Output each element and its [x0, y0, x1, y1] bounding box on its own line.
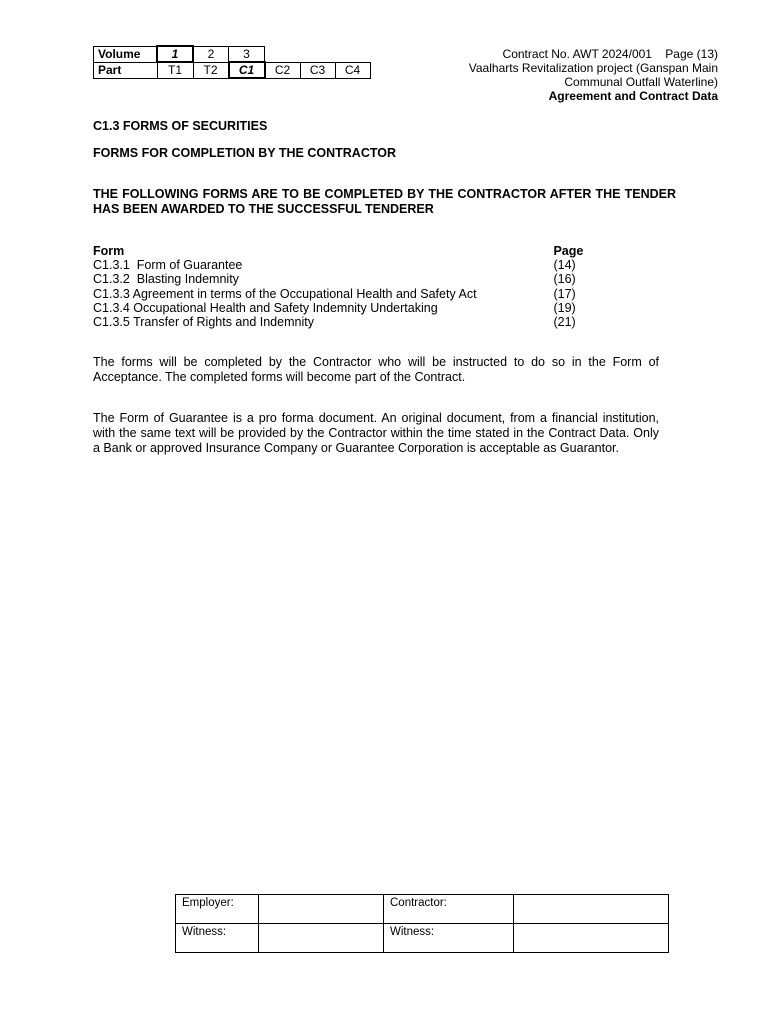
heading-following-forms: THE FOLLOWING FORMS ARE TO BE COMPLETED BY THE CONTRACTOR AFTER THE TENDER HAS BEEN AWARDED TO THE SUCCESSFUL TENDERER [93, 187, 676, 216]
contract-number: Contract No. AWT 2024/001 Page (13) [502, 47, 718, 61]
section-title: Agreement and Contract Data [548, 89, 718, 103]
form-label: C1.3.2 Blasting Indemnity [93, 272, 239, 287]
part-label: Part [94, 62, 158, 78]
paragraph-form-of-guarantee: The Form of Guarantee is a pro forma document. An original document, from a financial institution, with the same text will be provided by the Contractor within the time stated in the Contract Data. Only a Bank or approved Insurance Company or Guarantee Corporation is acceptable as Guarantor. [93, 411, 659, 455]
employer-label: Employer: [176, 895, 259, 924]
signature-row-parties [176, 895, 669, 924]
form-page: (19) [553, 300, 576, 315]
volume-cell-1: 1 [157, 46, 193, 62]
employer-signature-field [259, 895, 384, 924]
list-item [93, 315, 593, 329]
volume-blank [300, 46, 335, 62]
form-label: C1.3.3 Agreement in terms of the Occupational Health and Safety Act [93, 286, 477, 301]
part-cell-c3: C3 [300, 62, 335, 78]
form-label: C1.3.4 Occupational Health and Safety Indemnity Undertaking [93, 300, 438, 315]
list-item [93, 272, 593, 286]
contract-header [469, 47, 718, 103]
witness-right-label: Witness: [384, 924, 514, 953]
signature-table [175, 894, 669, 953]
volume-blank [265, 46, 301, 62]
heading-forms-for-completion: FORMS FOR COMPLETION BY THE CONTRACTOR [93, 146, 397, 160]
form-page: (21) [553, 315, 576, 330]
volume-cell-3: 3 [229, 46, 265, 62]
form-page: (17) [553, 286, 576, 301]
part-cell-c2: C2 [265, 62, 301, 78]
form-page: (14) [553, 258, 576, 273]
heading-forms-of-securities: C1.3 FORMS OF SECURITIES [93, 119, 268, 133]
forms-list [93, 244, 593, 329]
volume-cell-2: 2 [193, 46, 229, 62]
volume-row [94, 46, 371, 62]
witness-left-signature-field [259, 924, 384, 953]
witness-right-signature-field [514, 924, 669, 953]
page-column-header: Page [553, 244, 584, 258]
volume-label: Volume [94, 46, 158, 62]
part-cell-t1: T1 [157, 62, 193, 78]
form-label: C1.3.5 Transfer of Rights and Indemnity [93, 315, 314, 330]
list-item [93, 258, 593, 272]
contractor-signature-field [514, 895, 669, 924]
volume-blank [335, 46, 370, 62]
volume-part-table [93, 45, 371, 79]
list-item [93, 301, 593, 315]
forms-list-header [93, 244, 593, 258]
part-cell-t2: T2 [193, 62, 229, 78]
signature-row-witnesses [176, 924, 669, 953]
form-page: (16) [553, 272, 576, 287]
paragraph-forms-completion: The forms will be completed by the Contractor who will be instructed to do so in the Form of Acceptance. The completed forms will become part of the Contract. [93, 355, 659, 384]
list-item [93, 287, 593, 301]
part-cell-c1: C1 [229, 62, 265, 78]
form-column-header: Form [93, 244, 125, 258]
contractor-label: Contractor: [384, 895, 514, 924]
project-title-line2: Communal Outfall Waterline) [564, 75, 718, 89]
part-cell-c4: C4 [335, 62, 370, 78]
part-row [94, 62, 371, 78]
form-label: C1.3.1 Form of Guarantee [93, 258, 243, 273]
project-title-line1: Vaalharts Revitalization project (Ganspan Main [468, 61, 718, 75]
witness-left-label: Witness: [176, 924, 259, 953]
